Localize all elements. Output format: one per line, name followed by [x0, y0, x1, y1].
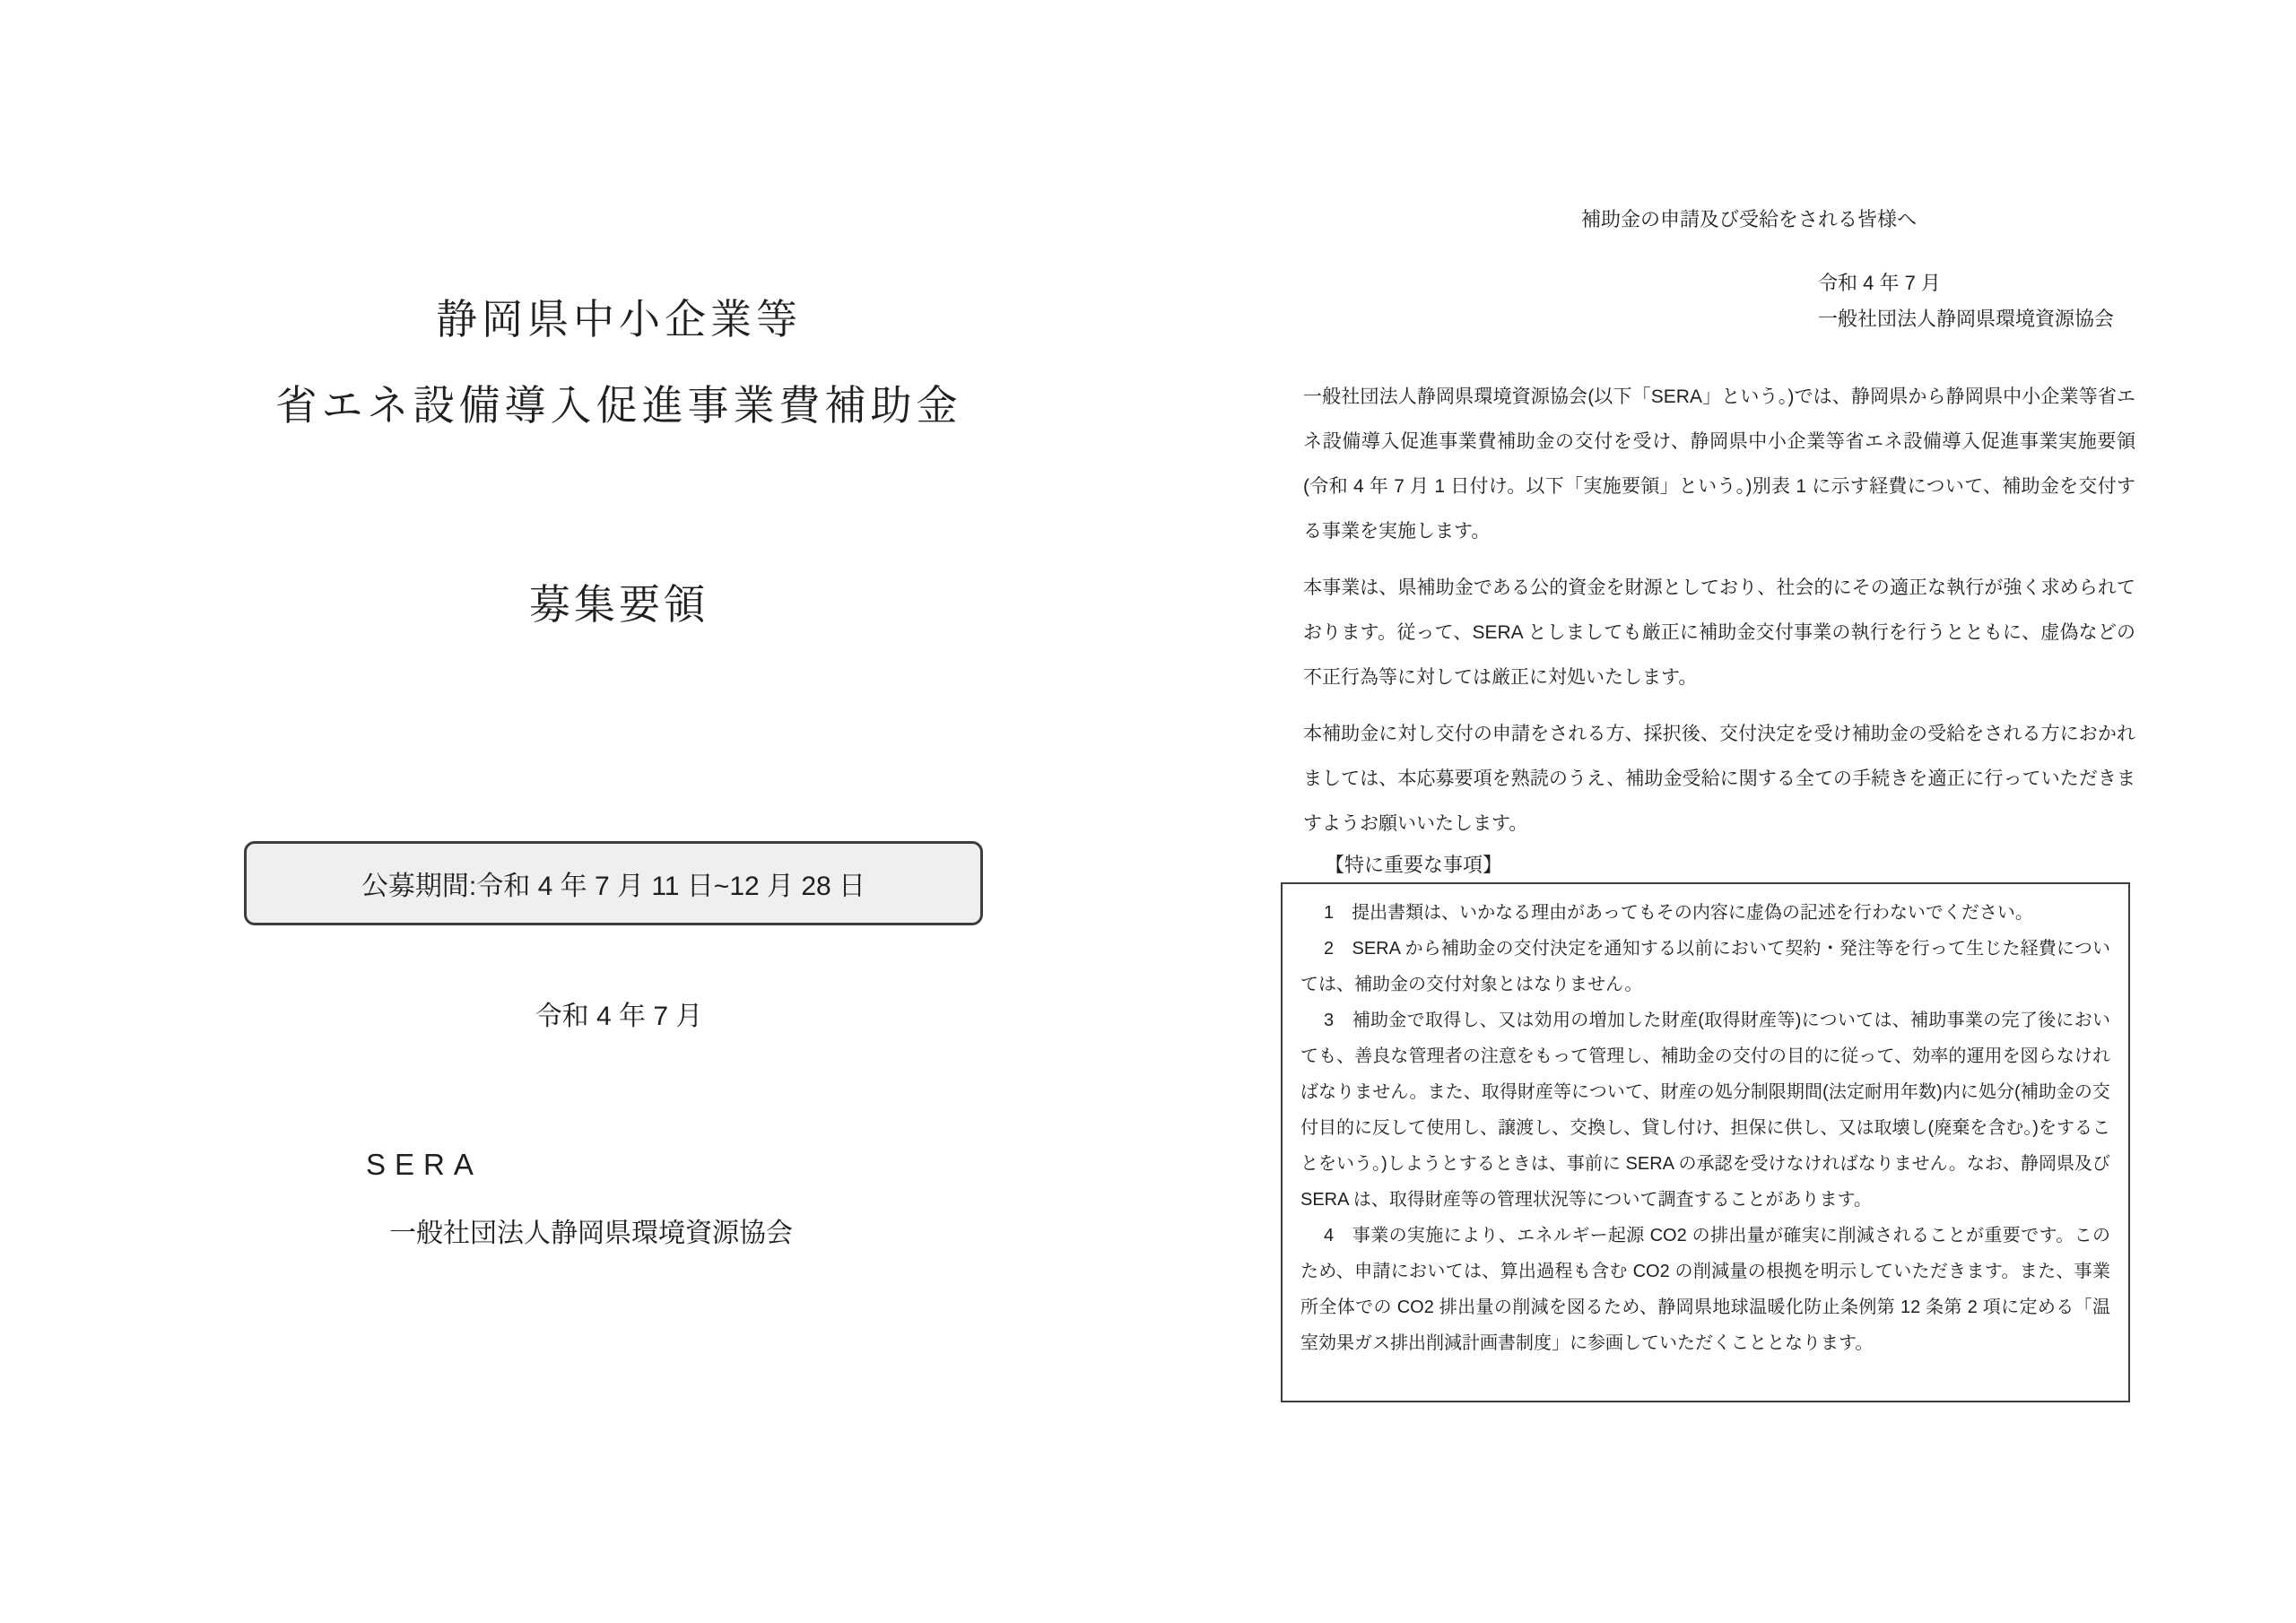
important-matters-heading: 【特に重要な事項】 [1325, 854, 1503, 876]
cover-org-abbreviation: SERA [366, 1148, 483, 1181]
important-item-3: 3 補助金で取得し、又は効用の増加した財産(取得財産等)については、補助事業の完了後においても、善良な管理者の注意をもって管理し、補助金の交付の目的に従って、効率的運用を図らなければなりません。また、取得財産等について、財産の処分制限期間(法定耐用年数)内に処分(補助金の交付目的に反して使用し、譲渡し、交換し、貸し付け、担保に供し、又は取壊し(廃棄を含む。)をすることをいう。)しようとするときは、事前に SERA の承認を受けなければなりません。なお、静岡県及び SERA は、取得財産等の管理状況等について調査することがあります。 [1300, 1011, 2110, 1210]
important-item-2: 2 SERA から補助金の交付決定を通知する以前において契約・発注等を行って生じた経費については、補助金の交付対象とはなりません。 [1300, 939, 2110, 994]
cover-date: 令和 4 年 7 月 [535, 1002, 703, 1031]
cover-title-line1: 静岡県中小企業等 [436, 296, 802, 343]
important-item-1: 1 提出書類は、いかなる理由があってもその内容に虚偽の記述を行わないでください。 [1324, 903, 2033, 923]
issue-date: 令和 4 年 7 月 [1818, 272, 1941, 294]
important-matters-box [1281, 882, 2130, 1402]
important-item-4: 4 事業の実施により、エネルギー起源 CO2 の排出量が確実に削減されることが重要です。このため、申請においては、算出過程も含む CO2 の削減量の根拠を明示していただきます。また、事業所全体での CO2 排出量の削減を図るため、静岡県地球温暖化防止条例第 12 条第 2 項に定める「温室効果ガス排出削減計画書制度」に参画していただくこととなります。 [1300, 1226, 2110, 1353]
paragraph-public-funds: 本事業は、県補助金である公的資金を財源としており、社会的にその適正な執行が強く求められております。従って、SERA としましても厳正に補助金交付事業の執行を行うとともに、虚偽などの不正行為等に対しては厳正に対処いたします。 [1303, 577, 2135, 688]
cover-title-line2: 省エネ設備導入促進事業費補助金 [275, 382, 962, 429]
cover-org-name: 一般社団法人静岡県環境資源協会 [389, 1219, 793, 1248]
paragraph-request: 本補助金に対し交付の申請をされる方、採択後、交付決定を受け補助金の受給をされる方におかれましては、本応募要項を熟読のうえ、補助金受給に関する全ての手続きを適正に行っていただきますようお願いいたします。 [1303, 724, 2135, 834]
cover-subtitle: 募集要領 [529, 581, 709, 628]
body-paragraphs [1303, 375, 2135, 858]
application-period-text: 公募期間:令和 4 年 7 月 11 日~12 月 28 日 [361, 872, 866, 901]
date-org-block [1818, 265, 2114, 337]
paragraph-intro: 一般社団法人静岡県環境資源協会(以下「SERA」という。)では、静岡県から静岡県中小企業等省エネ設備導入促進事業費補助金の交付を受け、静岡県中小企業等省エネ設備導入促進事業実施要領(令和 4 年 7 月 1 日付け。以下「実施要領」という。)別表 1 に示す経費について、補助金を交付する事業を実施します。 [1303, 386, 2135, 542]
application-period-box [244, 841, 983, 925]
issuing-org-name: 一般社団法人静岡県環境資源協会 [1818, 308, 2115, 330]
salutation-line: 補助金の申請及び受給をされる皆様へ [1581, 208, 1918, 230]
